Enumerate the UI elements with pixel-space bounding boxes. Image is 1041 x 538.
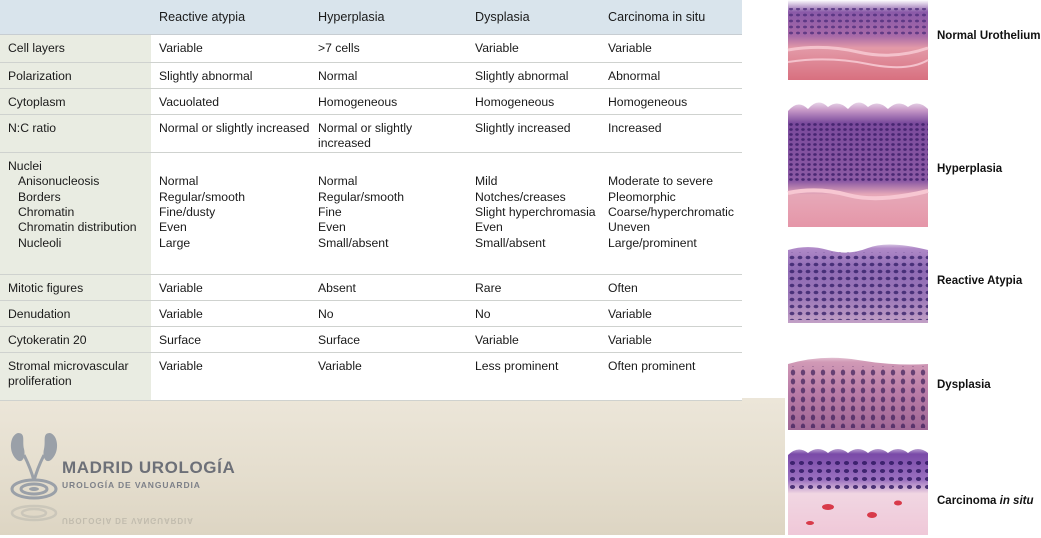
table-row [0, 326, 742, 352]
table-cell: Surface [151, 326, 310, 352]
table-cell: Variable [151, 352, 310, 400]
table-cell: Abnormal [600, 63, 742, 89]
table-cell: Rare [467, 274, 600, 300]
cell-line: Large [159, 235, 191, 250]
nuclei-sublabel: Nucleoli [18, 235, 62, 250]
cell-line: Regular/smooth [318, 189, 405, 204]
row-label [0, 352, 151, 400]
table-cell: Slightly increased [467, 115, 600, 153]
logo-name: MADRID UROLOGÍA [62, 458, 236, 477]
cell-line: Fine/dusty [159, 205, 216, 220]
table-cell: Variable [600, 35, 742, 63]
cell-line: Coarse/hyperchromatic [608, 205, 734, 220]
nuclei-sublabel: Borders [18, 189, 61, 204]
row-label-line: Stromal microvascular [8, 358, 129, 373]
table-cell: Normal [310, 63, 467, 89]
table-cell: Slightly abnormal [467, 63, 600, 89]
table-cell [467, 152, 600, 274]
caption-carcinoma-in-situ [937, 495, 1034, 507]
cell-line: Even [318, 220, 346, 235]
row-label-line: proliferation [8, 374, 72, 389]
table-cell: Slightly abnormal [151, 63, 310, 89]
cell-line: Normal [159, 174, 199, 189]
header-carcinoma-in-situ: Carcinoma in situ [600, 0, 742, 35]
logo-tagline-reflection: UROLOGÍA DE VANGUARDIA [62, 516, 194, 525]
histology-image-hyperplasia [788, 97, 928, 227]
cell-line: Slight hyperchromasia [475, 205, 596, 220]
table-cell [310, 152, 467, 274]
table-cell: >7 cells [310, 35, 467, 63]
histology-image-carcinoma-in-situ [788, 443, 928, 535]
table-cell: Homogeneous [600, 89, 742, 115]
table-row-nuclei [0, 152, 742, 274]
table-row [0, 115, 742, 153]
table-cell: Often [600, 274, 742, 300]
logo-tagline: UROLOGÍA DE VANGUARDIA [62, 480, 201, 490]
table-row [0, 63, 742, 89]
row-label: Cell layers [0, 35, 151, 63]
header-dysplasia: Dysplasia [467, 0, 600, 35]
cell-line: Small/absent [475, 235, 546, 250]
cell-line: Uneven [608, 220, 651, 235]
table-cell: No [310, 300, 467, 326]
table-cell: No [467, 300, 600, 326]
table-row [0, 89, 742, 115]
cell-line: Moderate to severe [608, 174, 714, 189]
table-cell: Variable [600, 326, 742, 352]
table-cell: Variable [310, 352, 467, 400]
table-cell: Variable [151, 35, 310, 63]
cell-line: Mild [475, 174, 498, 189]
table-row [0, 274, 742, 300]
caption-dysplasia: Dysplasia [937, 379, 991, 391]
cell-line: Regular/smooth [159, 189, 246, 204]
row-label: Denudation [0, 300, 151, 326]
table-cell: Increased [600, 115, 742, 153]
caption-in-situ: in situ [999, 495, 1034, 507]
histology-image-normal-urothelium [788, 0, 928, 80]
table-row [0, 352, 742, 400]
header-hyperplasia: Hyperplasia [310, 0, 467, 35]
cell-line: Fine [318, 205, 342, 220]
nuclei-label: Nuclei [8, 158, 42, 173]
row-label: Polarization [0, 63, 151, 89]
caption-hyperplasia: Hyperplasia [937, 163, 1003, 175]
table-row [0, 300, 742, 326]
caption-normal-urothelium: Normal Urothelium [937, 30, 1041, 42]
table-cell: Normal or slightly increased [151, 115, 310, 153]
table-cell: Homogeneous [467, 89, 600, 115]
table-cell: Normal or slightly increased [310, 115, 467, 153]
table-cell: Absent [310, 274, 467, 300]
cell-line: Small/absent [318, 235, 389, 250]
logo-text [62, 458, 235, 490]
table-cell: Surface [310, 326, 467, 352]
table-cell: Homogeneous [310, 89, 467, 115]
histology-image-reactive-atypia [788, 240, 928, 323]
table-cell [151, 152, 310, 274]
table-cell [600, 152, 742, 274]
header-corner [0, 0, 151, 35]
table-cell: Variable [600, 300, 742, 326]
table-cell: Variable [151, 274, 310, 300]
header-reactive-atypia: Reactive atypia [151, 0, 310, 35]
table-cell: Less prominent [467, 352, 600, 400]
histology-image-dysplasia [788, 350, 928, 430]
row-label-nuclei [0, 152, 151, 274]
table-cell: Often prominent [600, 352, 742, 400]
table-cell: Vacuolated [151, 89, 310, 115]
row-label: N:C ratio [0, 115, 151, 153]
cell-line: Normal [318, 174, 358, 189]
table-cell: Variable [467, 326, 600, 352]
row-label: Cytokeratin 20 [0, 326, 151, 352]
cell-line: Even [159, 220, 187, 235]
table-cell: Variable [467, 35, 600, 63]
cell-line: Large/prominent [608, 235, 697, 250]
row-label: Cytoplasm [0, 89, 151, 115]
caption-reactive-atypia: Reactive Atypia [937, 275, 1023, 287]
caption-carcinoma-prefix: Carcinoma [937, 495, 1000, 507]
row-label: Mitotic figures [0, 274, 151, 300]
table-header-row [0, 0, 742, 35]
nuclei-sublabel: Chromatin distribution [18, 220, 137, 235]
nuclei-sublabel: Anisonucleosis [18, 174, 100, 189]
nuclei-sublabel: Chromatin [18, 205, 75, 220]
table-row [0, 35, 742, 63]
cell-line: Notches/creases [475, 189, 566, 204]
table-cell: Variable [151, 300, 310, 326]
cell-line: Pleomorphic [608, 189, 676, 204]
cell-line: Even [475, 220, 503, 235]
